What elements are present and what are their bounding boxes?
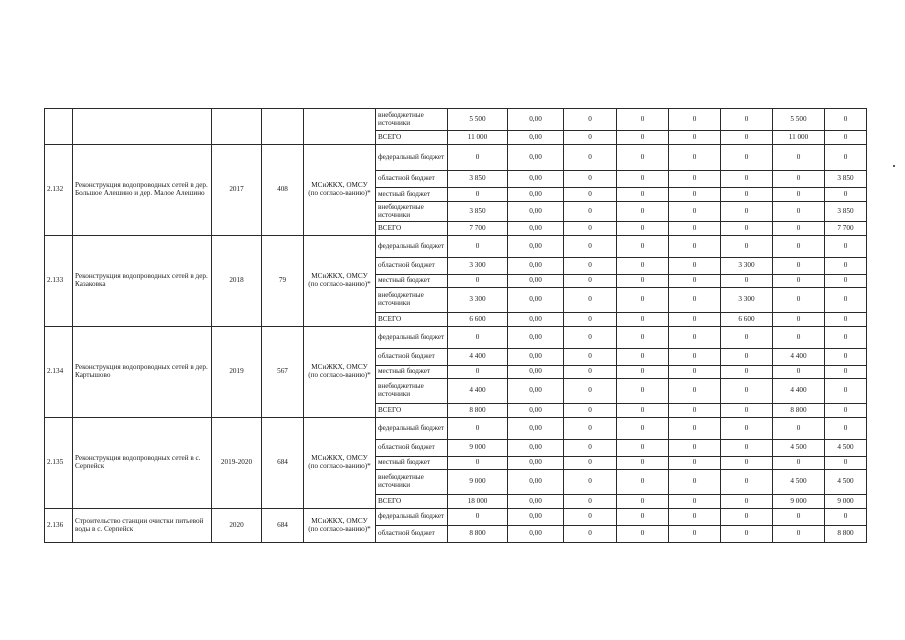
value-cell: 0 xyxy=(721,349,773,366)
table-row xyxy=(45,109,867,131)
source-cell: внебюджетные источники xyxy=(376,470,448,495)
value-cell: 4 500 xyxy=(773,440,825,457)
value-cell: 0,00 xyxy=(508,457,564,470)
value-cell: 0 xyxy=(721,440,773,457)
value-cell: 0 xyxy=(669,275,721,288)
value-cell: 0 xyxy=(825,349,867,366)
project-name: Реконструкция водопроводных сетей в дер. Большое Алешино и дер. Малое Алешино xyxy=(73,145,212,236)
value-cell: 0 xyxy=(669,109,721,131)
value-cell: 3 300 xyxy=(448,288,508,313)
value-cell: 8 800 xyxy=(773,404,825,418)
project-year: 2019-2020 xyxy=(212,418,262,509)
value-cell: 0 xyxy=(669,404,721,418)
value-cell: 0 xyxy=(617,526,669,543)
source-cell: местный бюджет xyxy=(376,366,448,379)
value-cell: 9 000 xyxy=(448,470,508,495)
value-cell: 0 xyxy=(617,222,669,236)
value-cell: 0 xyxy=(773,202,825,222)
value-cell: 0 xyxy=(721,379,773,404)
value-cell: 0,00 xyxy=(508,379,564,404)
value-cell: 9 000 xyxy=(773,495,825,509)
value-cell: 0 xyxy=(773,366,825,379)
value-cell: 0,00 xyxy=(508,188,564,202)
table-row xyxy=(45,145,867,171)
value-cell: 0 xyxy=(773,526,825,543)
value-cell: 0,00 xyxy=(508,495,564,509)
project-length: 684 xyxy=(262,418,304,509)
value-cell: 0 xyxy=(669,188,721,202)
project-executor: МСиЖКХ, ОМСУ (по согласо-ванию)* xyxy=(304,509,376,543)
value-cell: 0 xyxy=(617,258,669,275)
value-cell: 0 xyxy=(564,275,617,288)
value-cell: 4 400 xyxy=(773,349,825,366)
value-cell: 5 500 xyxy=(448,109,508,131)
value-cell: 0 xyxy=(825,109,867,131)
value-cell: 0,00 xyxy=(508,327,564,349)
value-cell: 0 xyxy=(773,509,825,526)
value-cell: 4 400 xyxy=(448,349,508,366)
value-cell: 0 xyxy=(669,440,721,457)
value-cell: 0 xyxy=(448,236,508,258)
value-cell: 0 xyxy=(617,509,669,526)
value-cell: 0,00 xyxy=(508,275,564,288)
source-cell: внебюджетные источники xyxy=(376,109,448,131)
value-cell: 0 xyxy=(825,379,867,404)
value-cell: 0 xyxy=(617,109,669,131)
value-cell: 8 800 xyxy=(448,404,508,418)
value-cell: 0 xyxy=(773,145,825,171)
name-cell xyxy=(73,109,212,145)
project-length: 567 xyxy=(262,327,304,418)
source-cell: федеральный бюджет xyxy=(376,418,448,440)
project-year: 2019 xyxy=(212,327,262,418)
value-cell: 0 xyxy=(669,418,721,440)
source-cell: областной бюджет xyxy=(376,349,448,366)
value-cell: 0 xyxy=(617,188,669,202)
value-cell: 0 xyxy=(448,457,508,470)
value-cell: 0 xyxy=(617,131,669,145)
source-cell: федеральный бюджет xyxy=(376,327,448,349)
value-cell: 8 800 xyxy=(825,526,867,543)
value-cell: 0 xyxy=(825,188,867,202)
year-cell xyxy=(212,109,262,145)
project-name: Реконструкция водопроводных сетей в дер. Картышово xyxy=(73,327,212,418)
value-cell: 0,00 xyxy=(508,313,564,327)
value-cell: 0,00 xyxy=(508,288,564,313)
value-cell: 0 xyxy=(617,457,669,470)
value-cell: 7 700 xyxy=(448,222,508,236)
value-cell: 11 000 xyxy=(773,131,825,145)
value-cell: 4 400 xyxy=(448,379,508,404)
value-cell: 4 500 xyxy=(825,470,867,495)
value-cell: 0 xyxy=(564,313,617,327)
value-cell: 0 xyxy=(721,145,773,171)
value-cell: 0 xyxy=(669,202,721,222)
value-cell: 0 xyxy=(617,349,669,366)
value-cell: 0,00 xyxy=(508,349,564,366)
source-cell: ВСЕГО xyxy=(376,495,448,509)
value-cell: 0 xyxy=(564,366,617,379)
stray-mark xyxy=(893,165,895,167)
value-cell: 0 xyxy=(564,509,617,526)
value-cell: 0 xyxy=(669,470,721,495)
value-cell: 4 400 xyxy=(773,379,825,404)
project-number: 2.135 xyxy=(45,418,73,509)
project-length: 79 xyxy=(262,236,304,327)
value-cell: 0 xyxy=(773,457,825,470)
value-cell: 4 500 xyxy=(825,440,867,457)
source-cell: ВСЕГО xyxy=(376,222,448,236)
value-cell: 0,00 xyxy=(508,202,564,222)
value-cell: 3 300 xyxy=(721,258,773,275)
value-cell: 0 xyxy=(721,509,773,526)
source-cell: федеральный бюджет xyxy=(376,509,448,526)
value-cell: 7 700 xyxy=(825,222,867,236)
value-cell: 0 xyxy=(448,509,508,526)
value-cell: 0 xyxy=(564,288,617,313)
value-cell: 0 xyxy=(773,171,825,188)
value-cell: 0 xyxy=(773,258,825,275)
value-cell: 0 xyxy=(669,327,721,349)
value-cell: 3 850 xyxy=(448,202,508,222)
source-cell: внебюджетные источники xyxy=(376,379,448,404)
table-row xyxy=(45,509,867,526)
value-cell: 0 xyxy=(617,236,669,258)
value-cell: 0 xyxy=(773,313,825,327)
value-cell: 0 xyxy=(448,188,508,202)
source-cell: областной бюджет xyxy=(376,440,448,457)
value-cell: 0 xyxy=(617,470,669,495)
value-cell: 0 xyxy=(564,171,617,188)
value-cell: 9 000 xyxy=(448,440,508,457)
source-cell: федеральный бюджет xyxy=(376,236,448,258)
value-cell: 0 xyxy=(721,202,773,222)
value-cell: 0 xyxy=(773,288,825,313)
value-cell: 0 xyxy=(669,457,721,470)
value-cell: 0 xyxy=(564,526,617,543)
value-cell: 9 000 xyxy=(825,495,867,509)
value-cell: 0 xyxy=(825,509,867,526)
project-number: 2.133 xyxy=(45,236,73,327)
value-cell: 0 xyxy=(825,131,867,145)
value-cell: 0,00 xyxy=(508,404,564,418)
value-cell: 0 xyxy=(448,275,508,288)
value-cell: 0,00 xyxy=(508,470,564,495)
value-cell: 0 xyxy=(669,349,721,366)
value-cell: 8 800 xyxy=(448,526,508,543)
value-cell: 0 xyxy=(564,145,617,171)
value-cell: 0 xyxy=(617,404,669,418)
executor-cell xyxy=(304,109,376,145)
value-cell: 0 xyxy=(448,366,508,379)
source-cell: местный бюджет xyxy=(376,457,448,470)
source-cell: внебюджетные источники xyxy=(376,202,448,222)
value-cell: 0 xyxy=(669,526,721,543)
project-executor: МСиЖКХ, ОМСУ (по согласо-ванию)* xyxy=(304,145,376,236)
value-cell: 0 xyxy=(773,236,825,258)
value-cell: 0 xyxy=(564,418,617,440)
value-cell: 0 xyxy=(564,202,617,222)
value-cell: 3 850 xyxy=(825,171,867,188)
project-year: 2020 xyxy=(212,509,262,543)
value-cell: 0 xyxy=(721,188,773,202)
value-cell: 0 xyxy=(825,366,867,379)
value-cell: 0 xyxy=(564,327,617,349)
value-cell: 0 xyxy=(825,145,867,171)
value-cell: 0 xyxy=(564,470,617,495)
value-cell: 11 000 xyxy=(448,131,508,145)
source-cell: областной бюджет xyxy=(376,171,448,188)
value-cell: 0 xyxy=(564,236,617,258)
value-cell: 0,00 xyxy=(508,131,564,145)
value-cell: 0 xyxy=(721,526,773,543)
value-cell: 0 xyxy=(721,404,773,418)
value-cell: 0 xyxy=(669,288,721,313)
value-cell: 0,00 xyxy=(508,171,564,188)
value-cell: 0 xyxy=(721,171,773,188)
project-name: Реконструкция водопроводных сетей в дер. Казаковка xyxy=(73,236,212,327)
value-cell: 4 500 xyxy=(773,470,825,495)
value-cell: 0 xyxy=(617,366,669,379)
value-cell: 0 xyxy=(564,258,617,275)
value-cell: 0 xyxy=(564,188,617,202)
value-cell: 0,00 xyxy=(508,509,564,526)
value-cell: 0 xyxy=(721,222,773,236)
value-cell: 0 xyxy=(669,145,721,171)
value-cell: 5 500 xyxy=(773,109,825,131)
value-cell: 0 xyxy=(825,258,867,275)
value-cell: 0 xyxy=(564,440,617,457)
value-cell: 0 xyxy=(617,495,669,509)
value-cell: 0 xyxy=(617,171,669,188)
source-cell: ВСЕГО xyxy=(376,131,448,145)
value-cell: 0 xyxy=(721,275,773,288)
value-cell: 0 xyxy=(564,222,617,236)
value-cell: 0 xyxy=(721,366,773,379)
source-cell: местный бюджет xyxy=(376,188,448,202)
value-cell: 0 xyxy=(669,379,721,404)
table-row xyxy=(45,236,867,258)
value-cell: 0 xyxy=(564,457,617,470)
value-cell: 0 xyxy=(564,404,617,418)
source-cell: внебюджетные источники xyxy=(376,288,448,313)
value-cell: 0,00 xyxy=(508,440,564,457)
value-cell: 0,00 xyxy=(508,109,564,131)
value-cell: 0 xyxy=(617,379,669,404)
value-cell: 0 xyxy=(825,457,867,470)
table-body xyxy=(45,109,867,543)
value-cell: 0 xyxy=(669,236,721,258)
value-cell: 0,00 xyxy=(508,236,564,258)
project-executor: МСиЖКХ, ОМСУ (по согласо-ванию)* xyxy=(304,418,376,509)
num-cell xyxy=(45,109,73,145)
value-cell: 3 850 xyxy=(825,202,867,222)
value-cell: 0 xyxy=(721,470,773,495)
project-number: 2.132 xyxy=(45,145,73,236)
value-cell: 0 xyxy=(669,131,721,145)
value-cell: 0 xyxy=(564,131,617,145)
program-table xyxy=(44,108,867,543)
value-cell: 0 xyxy=(825,275,867,288)
table-row xyxy=(45,327,867,349)
value-cell: 0 xyxy=(669,258,721,275)
value-cell: 0 xyxy=(825,418,867,440)
project-executor: МСиЖКХ, ОМСУ (по согласо-ванию)* xyxy=(304,236,376,327)
value-cell: 0 xyxy=(721,495,773,509)
value-cell: 0,00 xyxy=(508,145,564,171)
value-cell: 0,00 xyxy=(508,366,564,379)
value-cell: 0,00 xyxy=(508,222,564,236)
project-year: 2018 xyxy=(212,236,262,327)
project-year: 2017 xyxy=(212,145,262,236)
project-length: 684 xyxy=(262,509,304,543)
source-cell: ВСЕГО xyxy=(376,313,448,327)
source-cell: федеральный бюджет xyxy=(376,145,448,171)
value-cell: 0 xyxy=(825,236,867,258)
project-length: 408 xyxy=(262,145,304,236)
value-cell: 18 000 xyxy=(448,495,508,509)
value-cell: 0 xyxy=(721,457,773,470)
value-cell: 0 xyxy=(617,327,669,349)
value-cell: 0 xyxy=(721,327,773,349)
value-cell: 0 xyxy=(564,495,617,509)
value-cell: 0,00 xyxy=(508,526,564,543)
value-cell: 0 xyxy=(617,313,669,327)
value-cell: 0 xyxy=(669,509,721,526)
value-cell: 0 xyxy=(825,327,867,349)
value-cell: 0 xyxy=(564,349,617,366)
value-cell: 0 xyxy=(448,327,508,349)
length-cell xyxy=(262,109,304,145)
value-cell: 0 xyxy=(617,288,669,313)
value-cell: 0 xyxy=(669,495,721,509)
value-cell: 0,00 xyxy=(508,418,564,440)
value-cell: 0 xyxy=(773,327,825,349)
project-executor: МСиЖКХ, ОМСУ (по согласо-ванию)* xyxy=(304,327,376,418)
project-name: Реконструкция водопроводных сетей в с. Серпейск xyxy=(73,418,212,509)
value-cell: 6 600 xyxy=(448,313,508,327)
value-cell: 6 600 xyxy=(721,313,773,327)
value-cell: 0 xyxy=(448,145,508,171)
value-cell: 0 xyxy=(825,288,867,313)
value-cell: 0 xyxy=(617,275,669,288)
value-cell: 0 xyxy=(773,188,825,202)
table-row xyxy=(45,418,867,440)
value-cell: 0 xyxy=(617,440,669,457)
value-cell: 0 xyxy=(773,275,825,288)
value-cell: 0 xyxy=(617,145,669,171)
value-cell: 0,00 xyxy=(508,258,564,275)
project-name: Строительство станции очистки питьевой воды в с. Серпейск xyxy=(73,509,212,543)
value-cell: 0 xyxy=(448,418,508,440)
value-cell: 0 xyxy=(564,379,617,404)
value-cell: 3 300 xyxy=(448,258,508,275)
value-cell: 0 xyxy=(617,202,669,222)
value-cell: 0 xyxy=(721,109,773,131)
value-cell: 0 xyxy=(721,131,773,145)
value-cell: 0 xyxy=(617,418,669,440)
source-cell: областной бюджет xyxy=(376,258,448,275)
value-cell: 0 xyxy=(773,418,825,440)
value-cell: 0 xyxy=(721,236,773,258)
value-cell: 0 xyxy=(669,366,721,379)
source-cell: местный бюджет xyxy=(376,275,448,288)
value-cell: 0 xyxy=(825,404,867,418)
value-cell: 3 300 xyxy=(721,288,773,313)
project-number: 2.134 xyxy=(45,327,73,418)
value-cell: 0 xyxy=(669,171,721,188)
value-cell: 3 850 xyxy=(448,171,508,188)
value-cell: 0 xyxy=(669,313,721,327)
project-number: 2.136 xyxy=(45,509,73,543)
source-cell: областной бюджет xyxy=(376,526,448,543)
value-cell: 0 xyxy=(773,222,825,236)
source-cell: ВСЕГО xyxy=(376,404,448,418)
value-cell: 0 xyxy=(669,222,721,236)
value-cell: 0 xyxy=(564,109,617,131)
value-cell: 0 xyxy=(825,313,867,327)
value-cell: 0 xyxy=(721,418,773,440)
